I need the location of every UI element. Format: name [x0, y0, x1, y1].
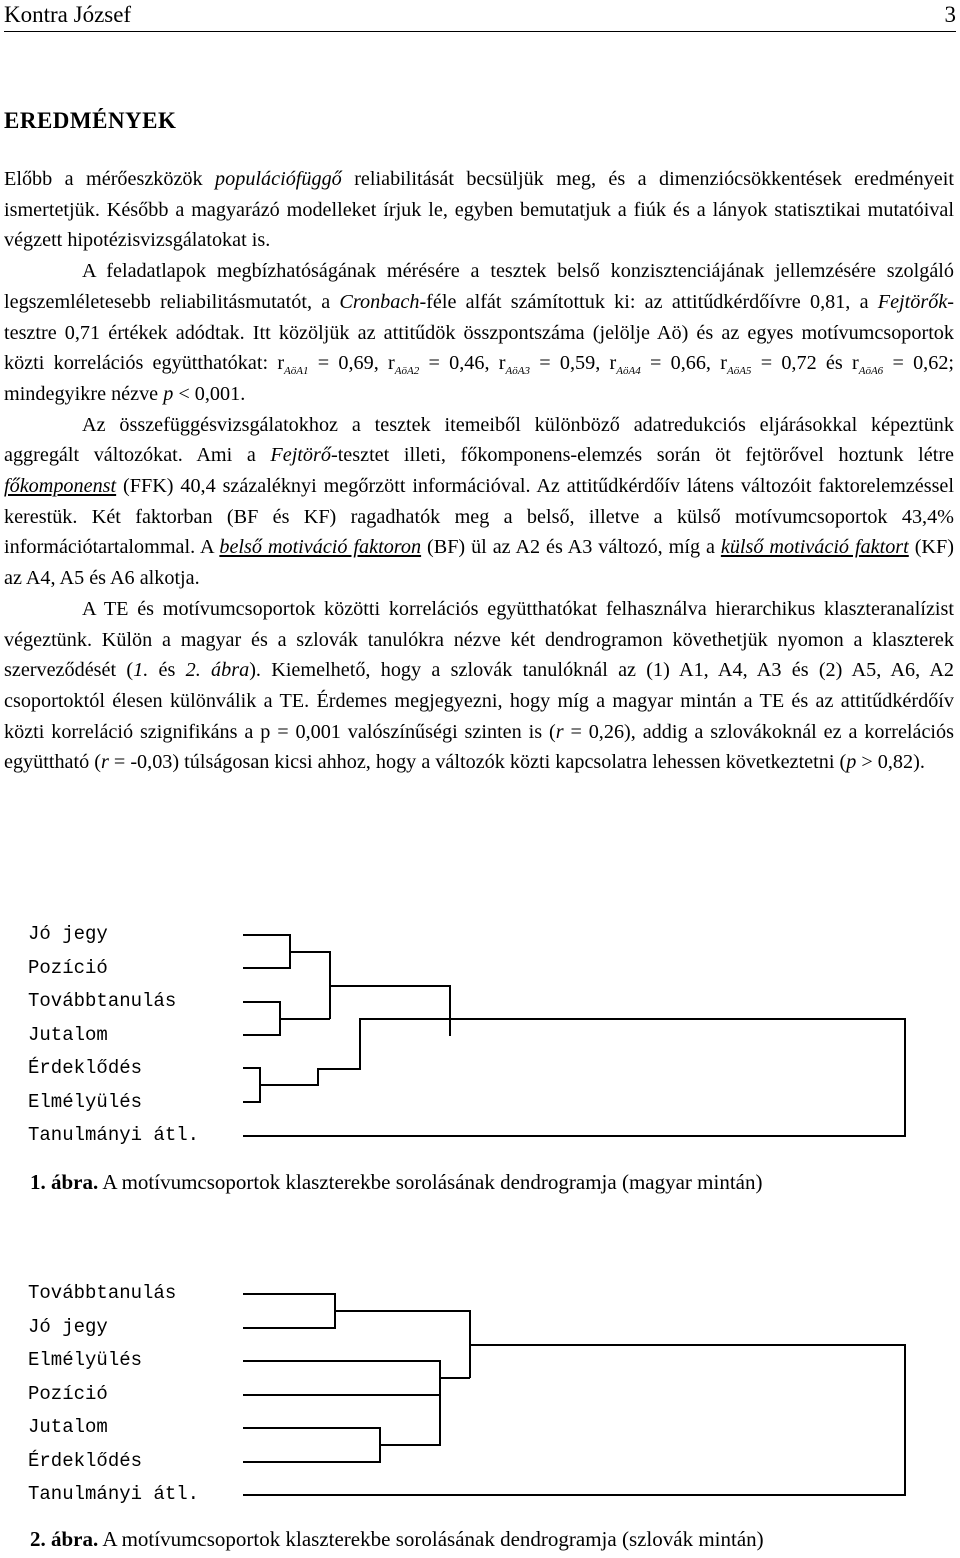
figure-2-dendrogram	[0, 1277, 960, 1517]
page-number: 3	[944, 2, 956, 27]
header-author: Kontra József	[4, 2, 132, 27]
dendro-label: Jutalom	[28, 1023, 108, 1046]
dendro-label: Jó jegy	[28, 923, 108, 945]
dendro-branch	[243, 935, 290, 968]
dendro-label: Jó jegy	[28, 1315, 108, 1338]
figure-2-lines	[0, 1277, 960, 1517]
figure-1-dendrogram	[0, 918, 960, 1158]
dendro-label: Továbbtanulás	[28, 1282, 177, 1304]
dendro-label: Továbbtanulás	[28, 990, 177, 1012]
figure-2-caption: 2. ábra. A motívumcsoportok klaszterekbe sorolásának dendrogramja (szlovák mintán)	[30, 1527, 764, 1551]
dendro-branch	[243, 1294, 335, 1328]
dendro-label: Érdeklődés	[28, 1057, 143, 1079]
figure-1-caption: 1. ábra. A motívumcsoportok klaszterekbe sorolásának dendrogramja (magyar mintán)	[30, 1170, 763, 1194]
dendro-branch	[260, 1019, 450, 1085]
dendro-label: Tanulmányi átl.	[28, 1124, 200, 1146]
dendro-branch	[243, 1361, 440, 1395]
dendro-branch	[290, 952, 330, 1019]
paragraph-4: A TE és motívumcsoportok közötti korrelációs együtthatókat felhasználva hierarchikus klaszteranalízist végeztünk. Külön a magyar és a szlovák tanulókra nézve két dendrogramon követhetjük nyomon a klaszterek szerveződését (1. és 2. ábra). Kiemelhető, hogy a szlovák tanulóknál az (1) A1, A4, A3 és (2) A5, A6, A2 csoportoktól élesen különválik a TE. Érdemes megjegyezni, hogy míg a magyar mintán a TE és az attitűdkérdőív közti korreláció szignifikáns a p = 0,001 valószínűségi szinten is (r = 0,26), addig a szlovákoknál ez a korrelációs együttható (r = -0,03) túlságosan kicsi ahhoz, hogy a változók közti kapcsolatra lehessen következtetni (p > 0,82).	[4, 597, 954, 774]
dendro-label: Pozíció	[28, 956, 108, 979]
dendro-branch	[243, 1345, 905, 1495]
dendro-label: Elmélyülés	[28, 1349, 143, 1371]
header-rule	[4, 31, 956, 32]
body-text	[4, 164, 954, 778]
paragraph-2: A feladatlapok megbízhatóságának mérésére a tesztek belső konzisztenciájának jellemzésére szolgáló legszemléletesebb reliabilitásmutatót, a Cronbach-féle alfát számítottuk ki: az attitűdkérdőívre 0,81, a Fejtörők-tesztre 0,71 értékek adódtak. Itt közöljük az attitűdök összpontszáma (jelölje Aö) és az egyes motívumcsoportok közti korrelációs együtthatókat: $r_{AöA1} = 0,69$, $r_{AöA2} = 0,46$, $r_{AöA3} = 0,59$, $r_{AöA4} = 0,66$, $r_{AöA5} = 0,72$ és $r_{AöA6} = 0,62$; mindegyikre nézve p < 0,001.	[4, 260, 955, 405]
dendro-branch	[243, 1019, 905, 1136]
paragraph-1: Előbb a mérőeszközök populációfüggő reliabilitását becsüljük meg, és a dimenziócsökkentések eredményeit ismertetjük. Később a magyarázó modelleket írjuk le, egyben bemutatjuk a fiúk és a lányok statisztikai mutatóival végzett hipotézisvizsgálatokat is.	[4, 168, 954, 252]
dendro-label: Érdeklődés	[28, 1449, 143, 1472]
section-title: EREDMÉNYEK	[4, 108, 177, 133]
paragraph-3: Az összefüggésvizsgálatokhoz a tesztek itemeiből különböző adatredukciós eljárásokkal képeztünk aggregált változókat. Ami a Fejtörő-tesztet illeti, főkomponens-elemzés során öt fejtörővel hoztunk létre főkomponenst (FFK) 40,4 százaléknyi megőrzött információval. Az attitűdkérdőív látens változóit faktorelemzéssel kerestük. Két faktorban (BF és KF) ragadhatók meg a belső, illetve a külső motívumcsoportok 43,4% információtartalommal. A belső motiváció faktoron (BF) ül az A2 és A3 változó, míg a külső motiváció faktort (KF) az A4, A5 és A6 alkotja.	[4, 413, 954, 590]
figure-1-lines	[0, 918, 960, 1158]
page-header	[4, 0, 956, 30]
dendro-branch	[243, 1068, 260, 1102]
dendro-branch	[243, 1428, 380, 1462]
dendro-branch	[335, 1311, 470, 1378]
dendro-label: Elmélyülés	[28, 1090, 143, 1113]
dendro-label: Tanulmányi átl.	[28, 1483, 200, 1505]
dendro-branch	[243, 1002, 280, 1035]
dendro-label: Pozíció	[28, 1382, 108, 1405]
dendro-branch	[330, 986, 450, 1036]
dendro-label: Jutalom	[28, 1416, 108, 1438]
dendro-branch	[380, 1395, 440, 1445]
